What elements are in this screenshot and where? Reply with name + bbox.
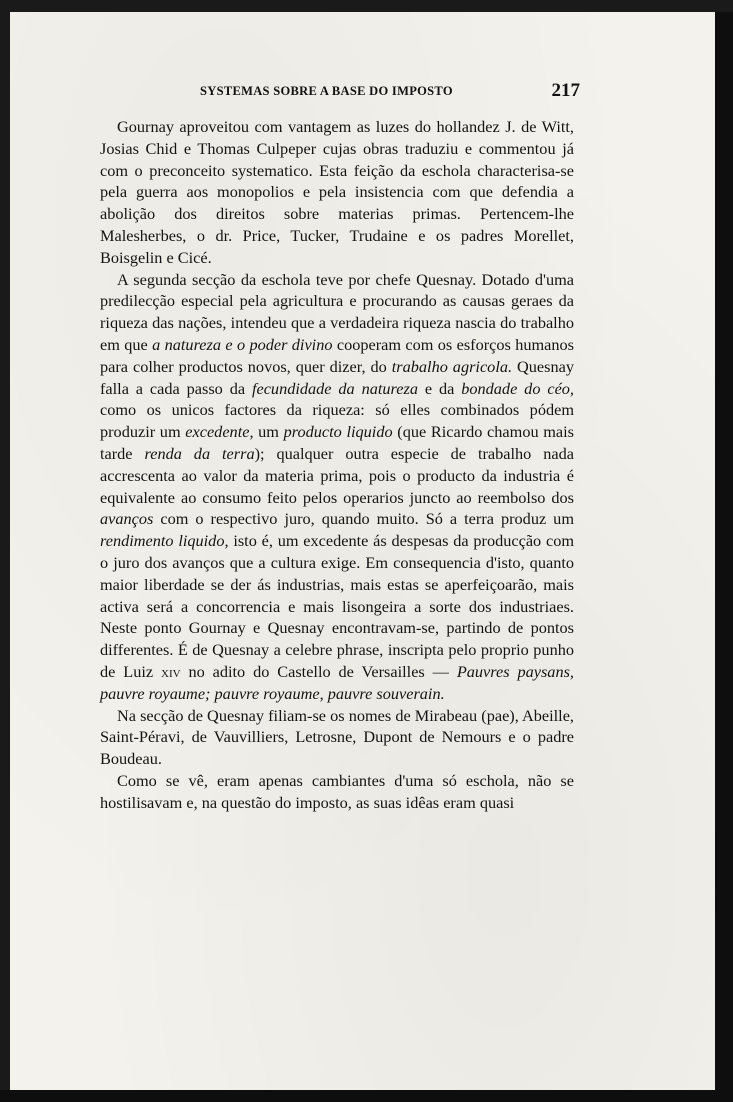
body-text	[100, 116, 574, 814]
text-run: Como se vê, eram apenas cambiantes d'uma só eschola, não se hostilisavam e, na questão do imposto, as suas idêas eram quasi	[100, 770, 574, 812]
text-run: e da	[417, 378, 462, 398]
italic-text: trabalho agricola.	[391, 356, 513, 376]
italic-text: excedente,	[185, 422, 254, 442]
text-run: (que Ricardo chamou mais tarde	[100, 422, 575, 463]
text-run: Quesnay falla a cada passo da	[100, 356, 574, 398]
text-run: Gournay aproveitou com vantagem as luzes do hollandez J. de Witt, Josias Chid e Thomas Culpeper cujas obras traduziu e commentou já com o preconceito systematico. Esta feição da eschola characterisa-se pela guerra aos monopolios e pela insistencia com que defendia a abolição dos direitos sobre materias primas. Pertencem-lhe Malesherbes, o dr. Price, Tucker, Trudaine e os padres Morellet, Boisgelin e Cicé.	[100, 117, 574, 267]
italic-text: producto liquido	[283, 422, 393, 442]
text-run: com o respectivo juro, quando muito. Só a terra produz um	[153, 509, 574, 529]
text-run: xiv	[161, 661, 181, 681]
text-run: no adito do Castello de Versailles —	[180, 661, 457, 681]
paragraph	[100, 116, 574, 269]
text-run: um	[253, 422, 284, 442]
page-number: 217	[551, 80, 580, 101]
italic-text: fecundidade da natureza	[251, 378, 418, 398]
scan-edge-right	[715, 12, 733, 1102]
italic-text: renda da terra	[144, 443, 255, 463]
italic-text: bondade do céo,	[461, 378, 575, 398]
text-run: ); qualquer outra especie de trabalho nada accrescenta ao valor da materia prima, pois o producto da industria é equivalente ao consumo feito pelos operarios juncto ao reembolso dos	[100, 443, 574, 507]
scan-edge-bottom	[0, 1090, 733, 1102]
text-run: como os unicos factores da riqueza: só elles combinados pódem produzir um	[100, 400, 574, 442]
running-title: SYSTEMAS SOBRE A BASE DO IMPOSTO	[200, 84, 453, 98]
text-run: Na secção de Quesnay filiam-se os nomes de Mirabeau (pae), Abeille, Saint-Péravi, de Vauvilliers, Letrosne, Dupont de Nemours e o padre Boudeau.	[100, 705, 574, 769]
text-run: A segunda secção da eschola teve por chefe Quesnay. Dotado d'uma predilecção especial pela agricultura e procurando as causas geraes da riqueza das nações, intendeu que a verdadeira riqueza nascia do trabalho em que	[100, 269, 574, 354]
text-run: isto é, um excedente ás despesas da producção com o juro dos avanços que a cultura exige. Em consequencia d'isto, quanto maior liberdade se der ás industrias, mais estas se aperfeiçoarão, mais activa será a concorrencia e mais lisongeira a sorte dos industriaes. Neste ponto Gournay e Quesnay encontravam-se, partindo de pontos differentes. É de Quesnay a celebre phrase, inscripta pelo proprio punho de Luiz	[100, 531, 574, 681]
paragraph	[100, 269, 574, 705]
page-header	[200, 80, 580, 106]
italic-text: a natureza e o poder divino	[152, 334, 333, 354]
italic-text: avanços	[100, 509, 154, 529]
italic-text: rendimento liquido,	[100, 531, 229, 551]
paragraph	[100, 770, 574, 814]
text-run: cooperam com os esforços humanos para colher productos novos, quer dizer, do	[100, 334, 575, 376]
italic-text: Pauvres paysans, pauvre royaume; pauvre royaume, pauvre souverain.	[100, 661, 574, 703]
paragraph	[100, 705, 574, 770]
